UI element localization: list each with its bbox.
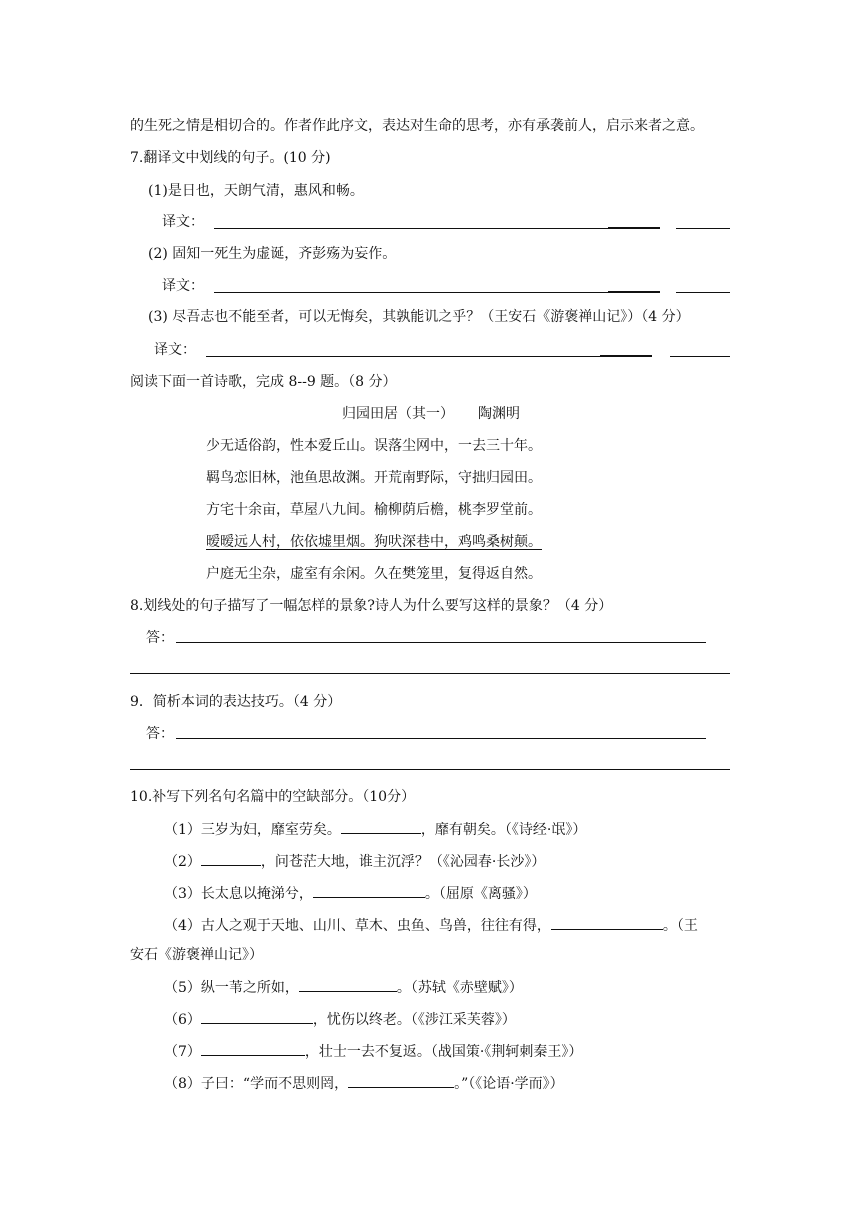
- poem-intro: 阅读下面一首诗歌，完成 8--9 题。（8 分）: [130, 374, 397, 390]
- q7-answer-line-1b: [608, 227, 660, 229]
- q10-item-4: [164, 915, 698, 936]
- poem-line-4-underlined: 暧暧远人村，依依墟里烟。狗吠深巷中，鸡鸣桑树颠。: [206, 534, 542, 550]
- q10-item-6-text-a: （6）: [164, 1012, 201, 1028]
- q10-blank-4[interactable]: [551, 915, 663, 930]
- q10-item-4-cont: 安石《游褒禅山记》）: [130, 947, 263, 963]
- q7-title: 7.翻译文中划线的句子。(10 分): [130, 150, 331, 166]
- q7-answer-line-1[interactable]: [214, 228, 608, 229]
- q8-answer-line-1[interactable]: [176, 642, 706, 643]
- q10-item-3: [164, 883, 537, 904]
- q10-item-6-text-b: ，忧伤以终老。（《涉江采芙蓉》）: [312, 1012, 516, 1028]
- q7-answer-line-3b: [600, 355, 652, 357]
- q10-item-8-text-b: 。”（《论语·学而》）: [454, 1076, 564, 1092]
- q9-answer-line-1[interactable]: [176, 738, 706, 739]
- q8-title: 8.划线处的句子描写了一幅怎样的景象?诗人为什么要写这样的景象？（4 分）: [130, 598, 613, 614]
- q10-item-2: [164, 851, 545, 872]
- poem-line-5: 户庭无尘杂，虚室有余闲。久在樊笼里，复得返自然。: [206, 566, 542, 582]
- poem-line-2: 羁鸟恋旧林，池鱼思故渊。开荒南野际，守拙归园田。: [206, 470, 542, 486]
- q10-blank-5[interactable]: [299, 977, 397, 992]
- q10-blank-2[interactable]: [201, 851, 261, 866]
- q9-answer-line-2[interactable]: [130, 769, 730, 770]
- q10-item-1: [164, 819, 586, 840]
- q8-answer-line-2[interactable]: [130, 673, 730, 674]
- q10-item-4-text-a: （4）古人之观于天地、山川、草木、虫鱼、鸟兽，往往有得，: [164, 918, 551, 934]
- q10-blank-8[interactable]: [348, 1073, 454, 1088]
- q8-answer-label: 答：: [146, 630, 174, 646]
- q10-item-5-text-b: 。（苏轼《赤壁赋》）: [396, 980, 523, 996]
- q7-answer-line-2b: [608, 291, 660, 293]
- q10-item-8-text-a: （8）子曰：“学而不思则罔，: [164, 1076, 349, 1092]
- q7-answer-line-1c: [676, 228, 730, 229]
- q7-answer-label-3: 译文：: [154, 342, 196, 358]
- q10-item-3-text-b: 。（屈原《离骚》）: [424, 886, 537, 902]
- q10-blank-1[interactable]: [341, 819, 421, 834]
- q10-item-5: [164, 977, 523, 998]
- q9-answer-label: 答：: [146, 726, 174, 742]
- q10-item-3-text-a: （3）长太息以掩涕兮，: [164, 886, 313, 902]
- q7-answer-line-2[interactable]: [214, 292, 608, 293]
- q10-item-7-text-a: （7）: [164, 1044, 201, 1060]
- q9-title: 9．简析本词的表达技巧。（4 分）: [130, 694, 342, 710]
- intro-text: 的生死之情是相切合的。作者作此序文，表达对生命的思考，亦有承袭前人，启示来者之意。: [130, 118, 704, 134]
- q7-answer-line-3c: [670, 356, 730, 357]
- poem-author: 陶渊明: [478, 406, 520, 422]
- q7-item-3: (3) 尽吾志也不能至者，可以无悔矣，其孰能讥之乎？（王安石《游褒禅山记》）（4 分）: [148, 309, 690, 325]
- poem-title: 归园田居（其一）: [342, 406, 454, 422]
- q10-blank-7[interactable]: [201, 1041, 305, 1056]
- q10-item-5-text-a: （5）纵一苇之所如，: [164, 980, 299, 996]
- q10-item-6: [164, 1009, 516, 1030]
- q10-item-4-text-b: 。（王: [662, 918, 698, 934]
- q7-item-1: (1)是日也，天朗气清，惠风和畅。: [148, 183, 364, 199]
- q10-blank-3[interactable]: [313, 883, 425, 898]
- q10-item-8: [164, 1073, 564, 1094]
- poem-line-1: 少无适俗韵，性本爱丘山。误落尘网中，一去三十年。: [206, 438, 542, 454]
- poem-line-3: 方宅十余亩，草屋八九间。榆柳荫后檐，桃李罗堂前。: [206, 502, 542, 518]
- q10-item-1-text-a: （1）三岁为妇，靡室劳矣。: [164, 822, 341, 838]
- q7-answer-line-3[interactable]: [206, 356, 600, 357]
- q7-item-2: (2) 固知一死生为虚诞，齐彭殇为妄作。: [148, 246, 397, 262]
- q10-item-2-text-a: （2）: [164, 854, 201, 870]
- q7-answer-label-1: 译文：: [162, 214, 204, 230]
- q7-answer-label-2: 译文：: [162, 278, 204, 294]
- q10-item-7-text-b: ，壮士一去不复返。（战国策·《荆轲刺秦王》）: [304, 1044, 583, 1060]
- q10-item-7: [164, 1041, 582, 1062]
- q10-item-1-text-b: ，靡有朝矣。（《诗经·氓》）: [420, 822, 587, 838]
- q10-item-2-text-b: ，问苍茫大地，谁主沉浮？（《沁园春·长沙》）: [260, 854, 546, 870]
- q10-blank-6[interactable]: [201, 1009, 313, 1024]
- q10-title: 10.补写下列名句名篇中的空缺部分。（10分）: [130, 789, 416, 805]
- q7-answer-line-2c: [676, 292, 730, 293]
